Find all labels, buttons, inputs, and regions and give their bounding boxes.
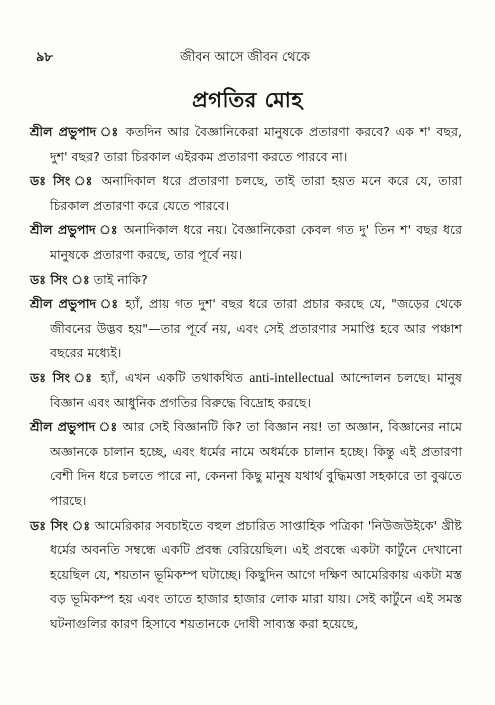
dialogue-paragraph xyxy=(30,218,462,267)
page-number: ৯৮ xyxy=(36,50,53,65)
running-header xyxy=(30,48,460,68)
dialogue-text: হ্যাঁ, প্রায় গত দুশ' বছর ধরে তারা প্রচার করছে যে, "জড়ের থেকে জীবনের উদ্ভব হয়"—তার পূর্বে নয়, এবং সেই প্রতারণার সমাপ্তি হবে আর পঞ্চাশ বছরের মধ্যেই। xyxy=(50,296,462,361)
dialogue-paragraph xyxy=(30,268,462,293)
speaker-label: ডঃ সিং ঃ xyxy=(30,173,95,189)
dialogue-text: তাই নাকি? xyxy=(93,271,148,287)
speaker-label: শ্রীল প্রভুপাদ ঃ xyxy=(30,222,119,238)
dialogue-paragraph xyxy=(30,169,462,218)
dialogue-text: আর সেই বিজ্ঞানটি কি? তা বিজ্ঞান নয়! তা অজ্ঞান, বিজ্ঞানের নামে অজ্ঞানকে চালান হচ্ছে, এবং ধর্মের নামে অধর্মকে চালান হচ্ছে। কিন্তু এই প্রতারণা বেশী দিন ধরে চলতে পারে না, কেননা কিছু মানুষ যথার্থ বুদ্ধিমত্তা সহকারে তা বুঝতে পারছে। xyxy=(50,419,462,508)
dialogue-text: আমেরিকার সবচাইতে বহুল প্রচারিত সাপ্তাহিক পত্রিকা 'নিউজউইকে' খ্রীষ্ট ধর্মের অবনতি সম্বন্ধে একটি প্রবন্ধ বেরিয়েছিল। এই প্রবন্ধে একটা কার্টুনে দেখানো হয়েছিল যে, শয়তান ভূমিকম্প ঘটাচ্ছে। কিছুদিন আগে দক্ষিণ আমেরিকায় একটা মস্ত বড় ভূমিকম্প হয় এবং তাতে হাজার হাজার লোক মারা যায়। সেই কার্টুনে এই সমস্ত ঘটনাগুলির কারণ হিসাবে শয়তানকে দোষী সাব্যস্ত করা হয়েছে, xyxy=(50,517,462,631)
speaker-label: শ্রীল প্রভুপাদ ঃ xyxy=(30,296,120,312)
dialogue-paragraph xyxy=(30,415,462,513)
dialogue-text: অনাদিকাল ধরে নয়। বৈজ্ঞানিকেরা কেবল গত দু' তিন শ' বছর ধরে মানুষকে প্রতারণা করছে, তার পূর্বে নয়। xyxy=(50,222,462,262)
dialogue-paragraph xyxy=(30,292,462,366)
dialogue-text: কতদিন আর বৈজ্ঞানিকেরা মানুষকে প্রতারণা করবে? এক শ' বছর, দুশ' বছর? তারা চিরকাল এইরকম প্রতারণা করতে পারবে না। xyxy=(50,124,463,164)
dialogue-paragraph xyxy=(30,514,462,637)
dialogue-paragraph xyxy=(30,366,462,415)
speaker-label: শ্রীল প্রভুপাদ ঃ xyxy=(30,419,118,435)
dialogue-text: অনাদিকাল ধরে প্রতারণা চলছে, তাই তারা হয়ত মনে করে যে, তারা চিরকাল প্রতারণা করে যেতে পারবে। xyxy=(50,173,462,213)
chapter-title: প্রগতির মোহ xyxy=(192,88,303,112)
dialogue-paragraph xyxy=(30,120,462,169)
dialogue-body xyxy=(30,120,462,636)
speaker-label: ডঃ সিং ঃ xyxy=(30,517,91,533)
english-term: anti-intellectual xyxy=(249,369,335,385)
dialogue-text: হ্যাঁ, এখন একটি তথাকথিত xyxy=(100,369,244,385)
speaker-label: ডঃ সিং ঃ xyxy=(30,271,90,287)
speaker-label: শ্রীল প্রভুপাদ ঃ xyxy=(30,124,121,139)
speaker-label: ডঃ সিং ঃ xyxy=(30,369,95,385)
dialogue-text: আন্দোলন চলছে। মানুষ বিজ্ঞান এবং আধুনিক প্রগতির বিরুদ্ধে বিদ্রোহ করছে। xyxy=(50,369,462,410)
running-title: জীবন আসে জীবন থেকে xyxy=(179,50,311,65)
